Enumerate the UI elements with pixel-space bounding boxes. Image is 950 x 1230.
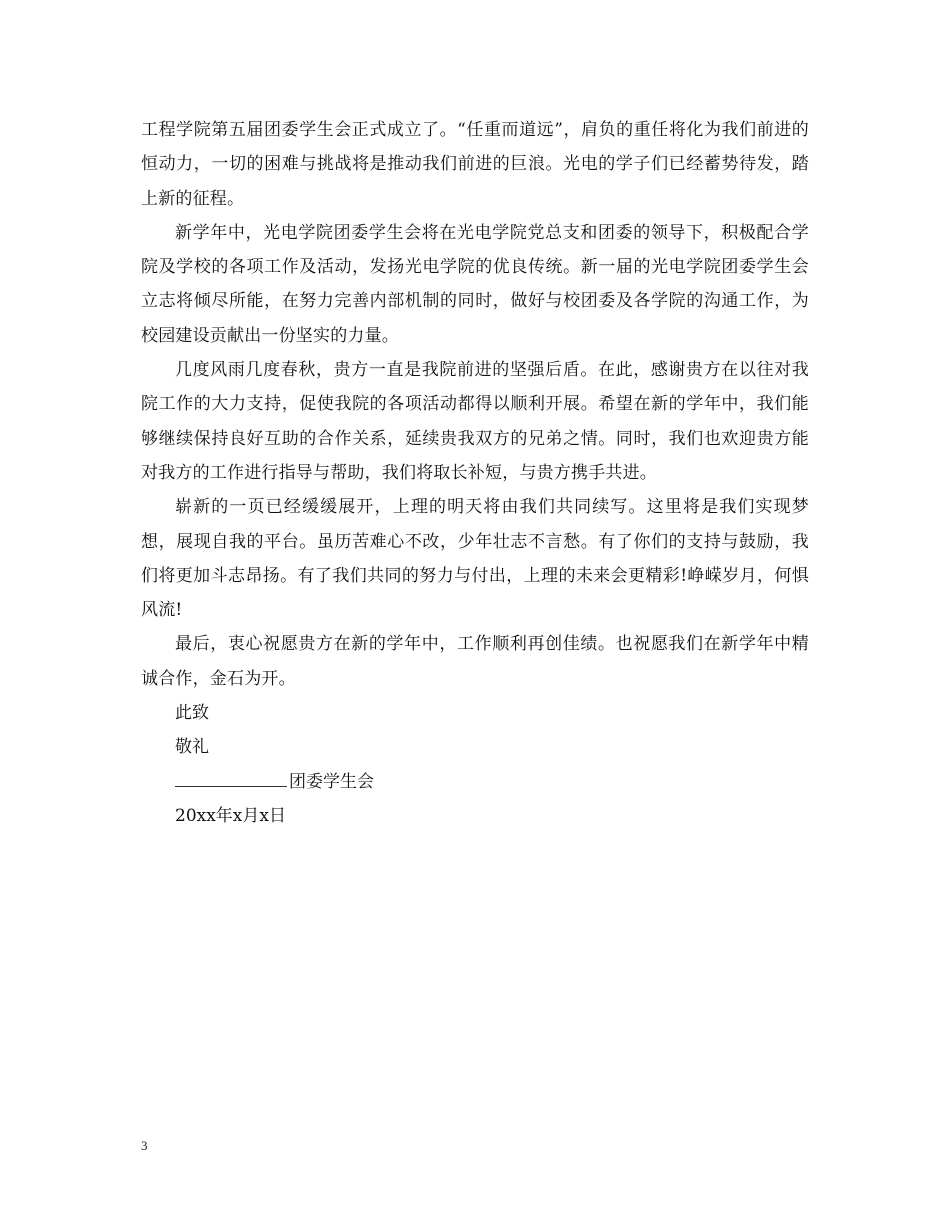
- page-number: 3: [141, 1138, 148, 1153]
- document-body: [141, 113, 809, 833]
- closing-line: 此致: [175, 703, 209, 724]
- paragraph-wishes: 最后，衷心祝愿贵方在新的学年中，工作顺利再创佳绩。也祝愿我们在新学年中精诚合作，金石为开。: [141, 634, 809, 689]
- paragraph-new-year: 新学年中，光电学院团委学生会将在光电学院党总支和团委的领导下，积极配合学院及学校的各项工作及活动，发扬光电学院的优良传统。新一届的光电学院团委学生会立志将倾尽所能，在努力完善内部机制的同时，做好与校团委及各学院的沟通工作，为校园建设贡献出一份坚实的力量。: [141, 222, 809, 346]
- paragraph-thanks: 几度风雨几度春秋，贵方一直是我院前进的坚强后盾。在此，感谢贵方在以往对我院工作的大力支持，促使我院的各项活动都得以顺利开展。希望在新的学年中，我们能够继续保持良好互助的合作关系，延续贵我双方的兄弟之情。同时，我们也欢迎贵方能对我方的工作进行指导与帮助，我们将取长补短，与贵方携手共进。: [141, 360, 809, 483]
- signature-text: 团委学生会: [289, 771, 374, 792]
- paragraph-future: 崭新的一页已经缓缓展开，上理的明天将由我们共同续写。这里将是我们实现梦想，展现自我的平台。虽历苦难心不改，少年壮志不言愁。有了你们的支持与鼓励，我们将更加斗志昂扬。有了我们共同的努力与付出，上理的未来会更精彩!峥嵘岁月，何惧风流!: [141, 497, 809, 621]
- paragraph-intro: 工程学院第五届团委学生会正式成立了。“任重而道远”，肩负的重任将化为我们前进的恒动力，一切的困难与挑战将是推动我们前进的巨浪。光电的学子们已经蓄势待发，踏上新的征程。: [141, 120, 809, 209]
- signature-blank: [175, 768, 287, 787]
- salute-line: 敬礼: [175, 737, 209, 758]
- date-line: 20xx年x月x日: [175, 805, 286, 826]
- signature-line: [141, 765, 809, 799]
